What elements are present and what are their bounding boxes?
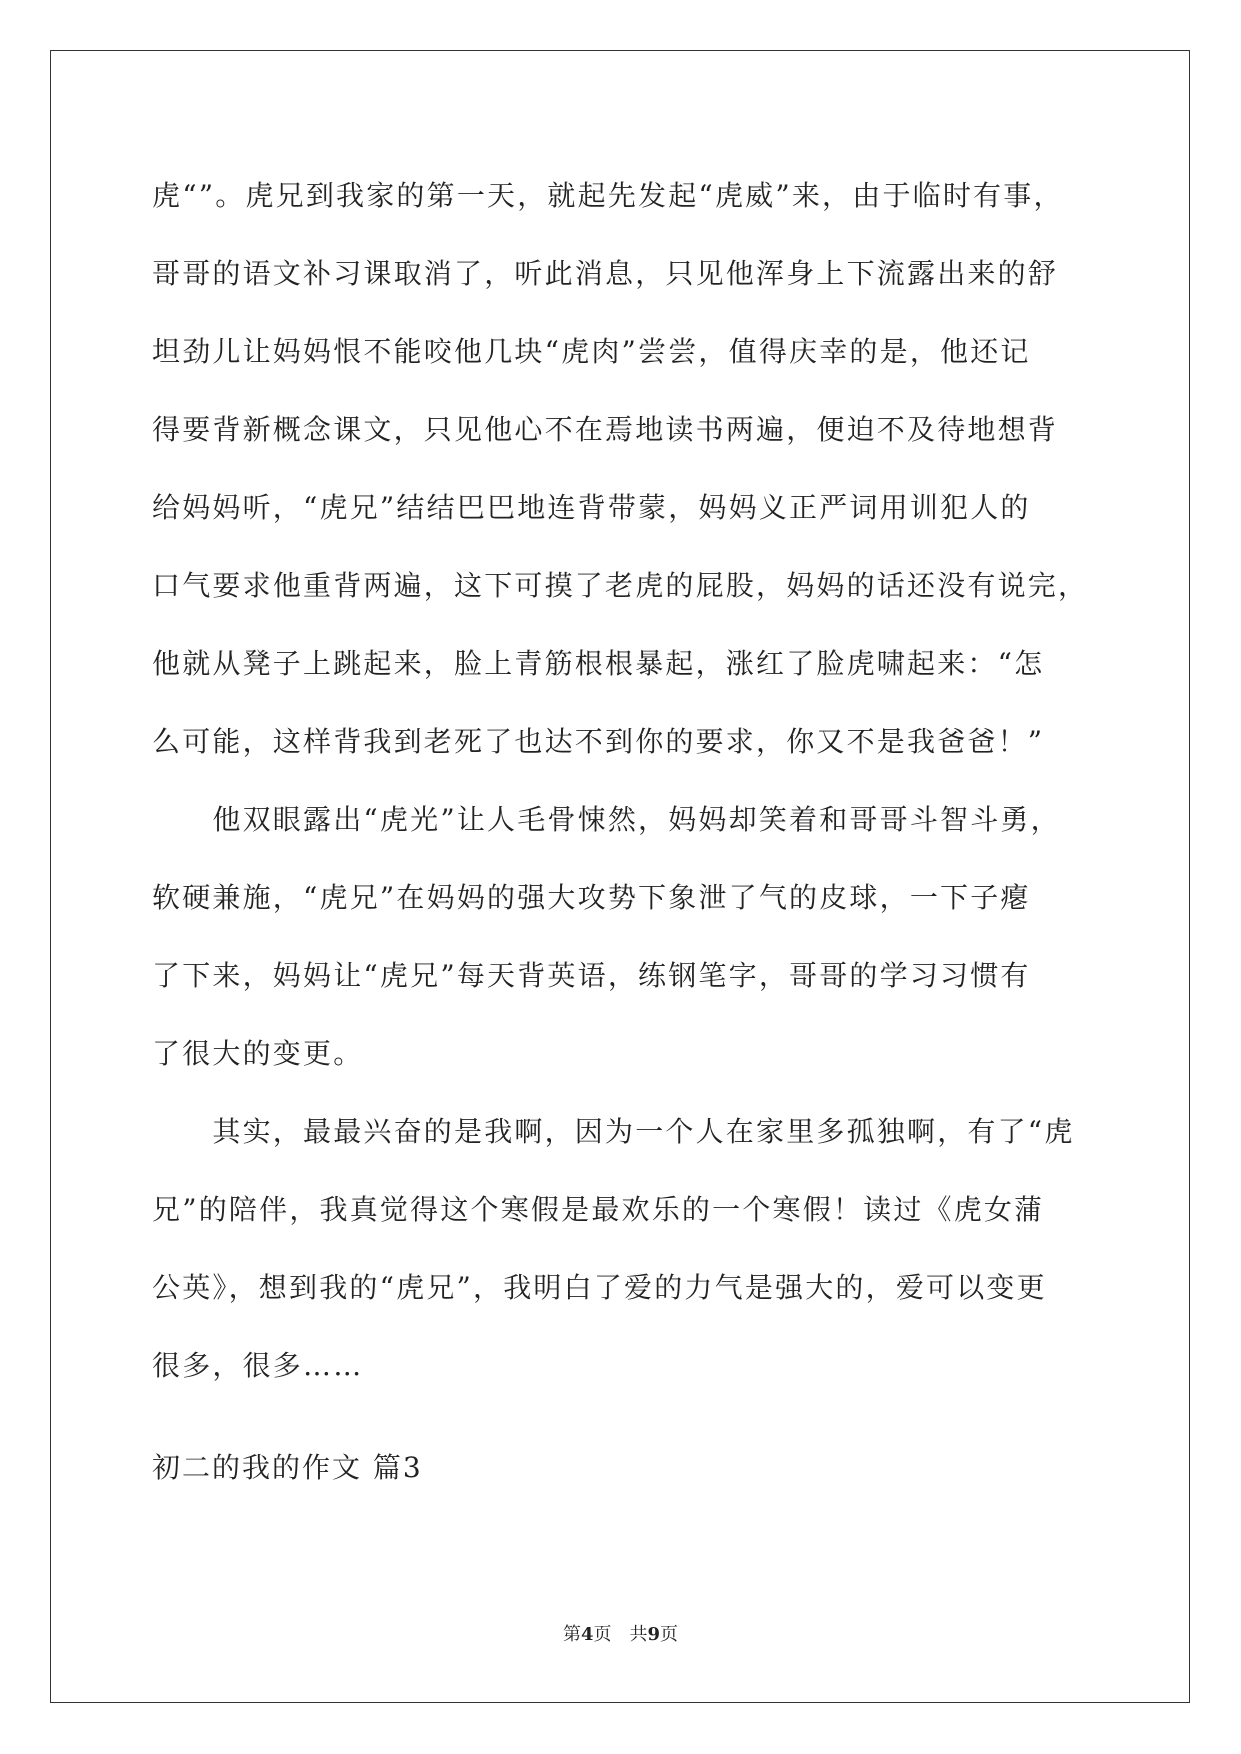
text-line: 虎“”。虎兄到我家的第一天，就起先发起“虎威”来，由于临时有事， [152,179,1064,212]
text-line: 得要背新概念课文，只见他心不在焉地读书两遍，便迫不及待地想背 [152,413,1059,446]
text-line: 兄”的陪伴，我真觉得这个寒假是最欢乐的一个寒假！读过《虎女蒲 [152,1193,1045,1226]
text-line: 他双眼露出“虎光”让人毛骨悚然，妈妈却笑着和哥哥斗智斗勇， [152,803,1061,836]
text-line: 给妈妈听，“虎兄”结结巴巴地连背带蒙，妈妈义正严词用训犯人的 [152,491,1031,524]
text-line: 哥哥的语文补习课取消了，听此消息，只见他浑身上下流露出来的舒 [152,257,1059,290]
text-line: 他就从凳子上跳起来，脸上青筋根根暴起，涨红了脸虎啸起来：“怎 [152,647,1045,680]
footer-prefix: 第 [562,1624,581,1645]
text-line: 坦劲儿让妈妈恨不能咬他几块“虎肉”尝尝，值得庆幸的是，他还记 [152,335,1031,368]
text-line: 其实，最最兴奋的是我啊，因为一个人在家里多孤独啊，有了“虎 [152,1115,1075,1148]
footer-suffix: 页 [660,1624,679,1645]
text-line: 很多，很多…… [152,1349,364,1382]
text-line: 口气要求他重背两遍，这下可摸了老虎的屁股，妈妈的话还没有说完， [152,569,1089,602]
section-heading: 初二的我的作文 篇3 [152,1451,423,1484]
page-footer [0,1620,1241,1650]
text-line: 了很大的变更。 [152,1037,364,1070]
essay-body [152,157,1112,1405]
text-line: 么可能，这样背我到老死了也达不到你的要求，你又不是我爸爸！” [152,725,1045,758]
current-page-number: 4 [580,1624,594,1645]
text-line: 了下来，妈妈让“虎兄”每天背英语，练钢笔字，哥哥的学习习惯有 [152,959,1031,992]
footer-middle: 页 共 [593,1624,648,1645]
total-page-number: 9 [647,1624,661,1645]
text-line: 软硬兼施，“虎兄”在妈妈的强大攻势下象泄了气的皮球，一下子瘪 [152,881,1031,914]
text-line: 公英》，想到我的“虎兄”，我明白了爱的力气是强大的，爱可以变更 [152,1271,1047,1304]
